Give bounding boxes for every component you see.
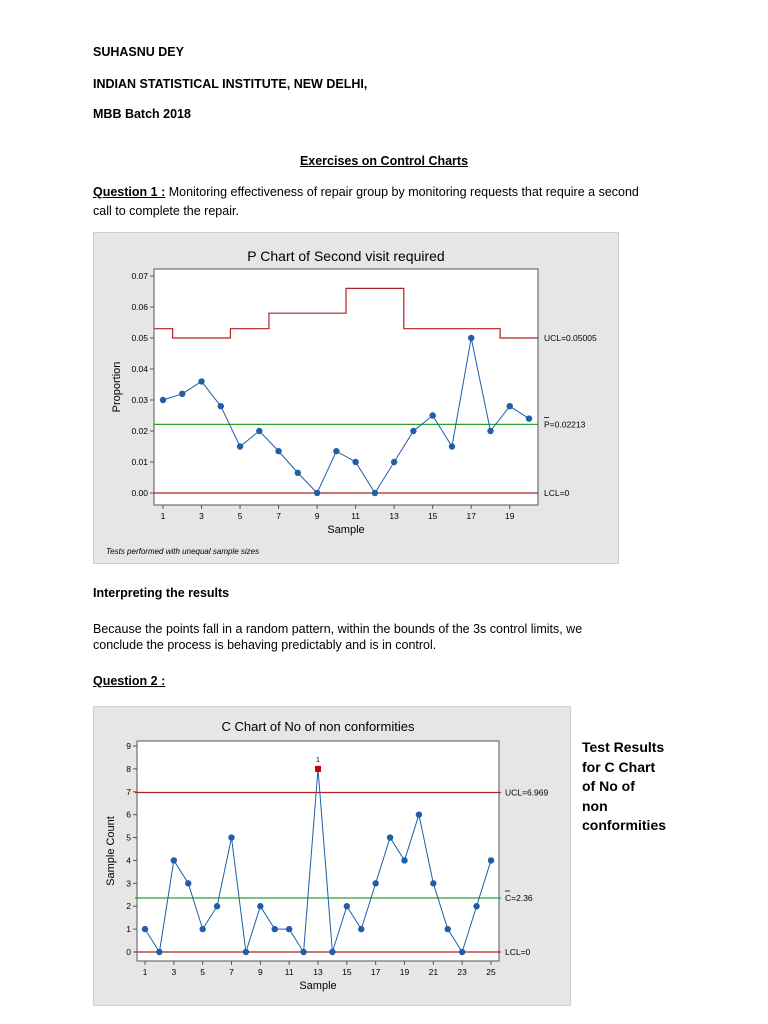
data-point <box>314 490 320 496</box>
data-point <box>352 459 358 465</box>
data-point <box>300 949 306 955</box>
question1-text-continued: call to complete the repair. <box>93 204 239 218</box>
data-point <box>372 490 378 496</box>
data-point <box>410 428 416 434</box>
data-point <box>160 397 166 403</box>
x-tick-label: 15 <box>427 511 438 521</box>
question1-label: Question 1 : <box>93 185 166 199</box>
data-point <box>344 903 350 909</box>
x-tick-label: 5 <box>200 967 206 977</box>
data-point <box>429 412 435 418</box>
data-point <box>507 403 513 409</box>
x-tick-label: 13 <box>313 967 323 977</box>
y-tick-label: 9 <box>126 741 131 751</box>
question1-text: Monitoring effectiveness of repair group by monitoring requests that require a second <box>165 185 639 199</box>
ucl-label: UCL=6.969 <box>505 787 549 798</box>
y-tick-label: 0.07 <box>131 271 148 281</box>
y-axis-label: Proportion <box>111 361 123 413</box>
y-tick-label: 0.00 <box>131 488 148 498</box>
x-tick-label: 7 <box>229 967 234 977</box>
y-tick-label: 0.04 <box>131 364 148 374</box>
x-tick-label: 17 <box>466 511 476 521</box>
x-axis-label: Sample <box>299 980 337 992</box>
x-tick-label: 23 <box>457 967 467 977</box>
data-point <box>526 415 532 421</box>
data-point <box>333 448 339 454</box>
document-title: Exercises on Control Charts <box>299 154 469 168</box>
x-tick-label: 1 <box>160 511 166 521</box>
data-point <box>228 834 234 840</box>
side-note-line: Test Results <box>582 739 665 755</box>
y-tick-label: 8 <box>126 763 131 774</box>
x-tick-label: 13 <box>389 511 399 521</box>
y-tick-label: 5 <box>126 832 131 843</box>
x-axis-label: Sample <box>327 524 365 536</box>
data-point <box>459 949 465 955</box>
data-point <box>272 926 278 932</box>
center-label: C=2.36 <box>505 892 533 903</box>
x-tick-label: 5 <box>237 511 243 521</box>
y-tick-label: 6 <box>126 809 131 820</box>
lcl-label: LCL=0 <box>505 947 531 957</box>
c-chart-side-note <box>582 738 692 836</box>
x-tick-label: 17 <box>370 967 381 977</box>
side-note-line: of No of <box>582 778 635 794</box>
p-chart <box>94 233 618 563</box>
interpreting-heading: Interpreting the results <box>93 586 230 600</box>
y-tick-label: 0.01 <box>131 457 148 467</box>
data-point <box>198 378 204 384</box>
data-point <box>275 448 281 454</box>
y-axis-label: Sample Count <box>105 816 117 886</box>
data-point <box>256 428 262 434</box>
chart-title: C Chart of No of non conformities <box>221 719 415 734</box>
question2-label: Question 2 : <box>93 674 166 688</box>
side-note-line: for C Chart <box>582 758 656 775</box>
institute-name: INDIAN STATISTICAL INSTITUTE, NEW DELHI, <box>93 77 368 91</box>
c-chart-panel <box>93 706 571 1006</box>
x-tick-label: 21 <box>428 967 439 977</box>
data-point <box>430 880 436 886</box>
p-chart-panel <box>93 232 619 564</box>
x-tick-label: 1 <box>142 967 148 977</box>
data-point <box>286 926 292 932</box>
y-tick-label: 2 <box>126 901 131 912</box>
author-name: SUHASNU DEY <box>93 45 184 59</box>
data-point <box>237 443 243 449</box>
y-tick-label: 0.06 <box>131 302 148 312</box>
c-chart <box>94 707 570 1005</box>
x-tick-label: 9 <box>257 967 263 977</box>
x-tick-label: 19 <box>399 967 410 977</box>
data-point <box>179 391 185 397</box>
data-point <box>243 949 249 955</box>
y-tick-label: 1 <box>126 924 131 935</box>
data-point <box>329 949 335 955</box>
side-note-line: conformities <box>582 817 667 833</box>
interpreting-text-line2: conclude the process is behaving predictably and is in control. <box>93 638 437 652</box>
interpreting-text-line1: Because the points fall in a random pattern, within the bounds of the 3s control limits, we <box>93 622 583 636</box>
data-point <box>358 926 364 932</box>
data-point <box>372 880 378 886</box>
data-point <box>142 926 148 932</box>
chart-title: P Chart of Second visit required <box>247 248 445 264</box>
x-tick-label: 3 <box>199 511 204 521</box>
y-tick-label: 3 <box>126 878 131 889</box>
x-tick-label: 11 <box>284 967 294 977</box>
x-tick-label: 9 <box>314 511 320 521</box>
side-note-line: non <box>582 797 608 814</box>
data-point <box>401 857 407 863</box>
y-tick-label: 0.03 <box>131 395 148 405</box>
data-point <box>449 443 455 449</box>
data-point <box>295 470 301 476</box>
data-point <box>391 459 397 465</box>
flagged-point <box>315 766 321 772</box>
data-point <box>387 834 393 840</box>
x-tick-label: 11 <box>351 511 361 521</box>
x-tick-label: 19 <box>505 511 515 521</box>
data-point <box>185 880 191 886</box>
x-tick-label: 15 <box>342 967 352 977</box>
batch-label: MBB Batch 2018 <box>93 107 191 121</box>
data-point <box>473 903 479 909</box>
flagged-point-label: 1 <box>316 756 320 764</box>
data-point <box>416 811 422 817</box>
x-tick-label: 7 <box>276 511 281 521</box>
center-label: P=0.02213 <box>544 419 586 430</box>
data-point <box>214 903 220 909</box>
y-tick-label: 7 <box>126 786 131 797</box>
data-point <box>445 926 451 932</box>
data-point <box>218 403 224 409</box>
y-tick-label: 4 <box>126 855 131 866</box>
data-point <box>488 857 494 863</box>
data-point <box>199 926 205 932</box>
question1-paragraph <box>93 183 639 201</box>
y-tick-label: 0.02 <box>131 426 148 436</box>
chart-footnote: Tests performed with unequal sample sizes <box>106 547 260 556</box>
x-tick-label: 3 <box>171 967 177 977</box>
data-point <box>156 949 162 955</box>
y-tick-label: 0.05 <box>131 333 148 343</box>
ucl-label: UCL=0.05005 <box>544 333 597 343</box>
x-tick-label: 25 <box>486 967 496 977</box>
data-point <box>171 857 177 863</box>
y-tick-label: 0 <box>126 947 131 957</box>
lcl-label: LCL=0 <box>544 488 570 498</box>
data-point <box>487 428 493 434</box>
data-point <box>468 335 474 341</box>
data-point <box>257 903 263 909</box>
